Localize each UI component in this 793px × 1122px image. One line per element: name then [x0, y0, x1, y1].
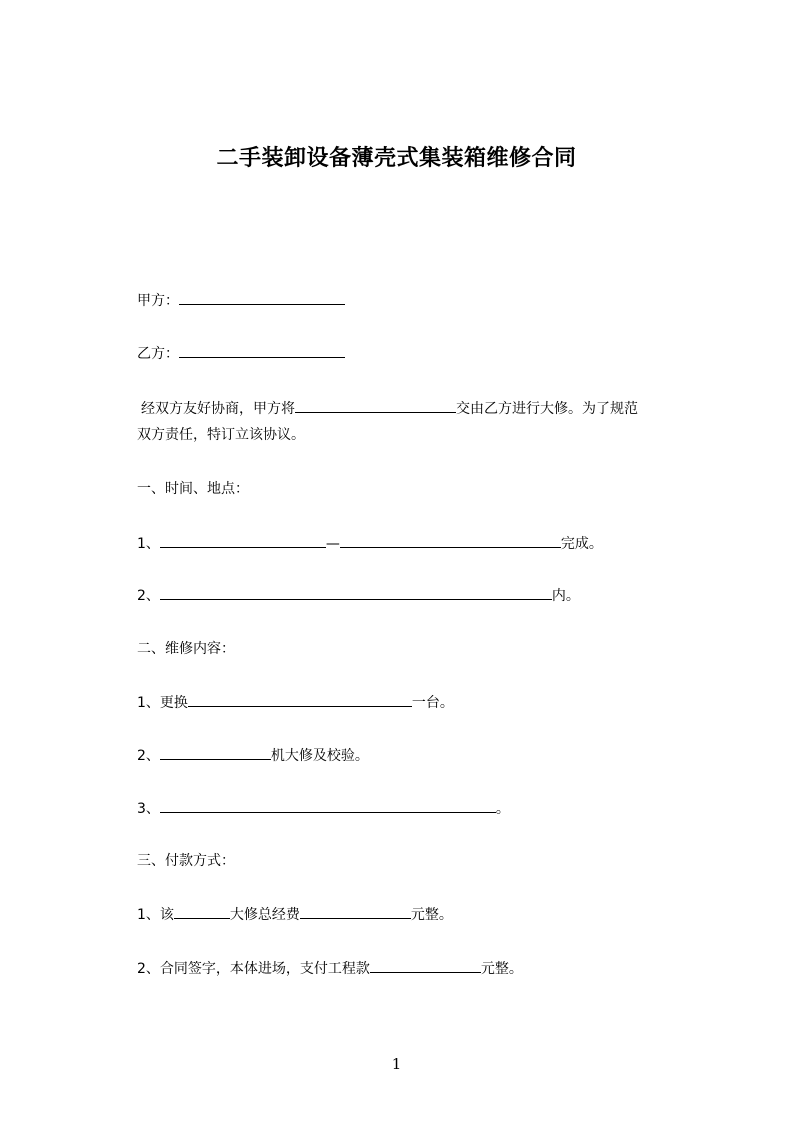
s2-item-3	[137, 798, 510, 819]
party-b-blank[interactable]	[179, 343, 345, 358]
payment-blank[interactable]	[370, 958, 481, 973]
section-2-heading: 二、维修内容：	[137, 641, 235, 657]
page-number: 1	[391, 1055, 402, 1073]
s2-item-2-a: 2、	[137, 748, 160, 764]
s1-item-1-num: 1、	[137, 536, 160, 552]
party-b-label: 乙方：	[137, 346, 179, 362]
replace-part-blank[interactable]	[188, 692, 412, 707]
section-1-heading: 一、时间、地点：	[137, 481, 249, 497]
s3-item-1-a: 1、该	[137, 907, 174, 923]
s1-item-1	[137, 533, 603, 554]
party-b-line	[137, 343, 345, 364]
document-title: 二手装卸设备薄壳式集装箱维修合同	[216, 146, 577, 171]
location-blank[interactable]	[160, 585, 552, 600]
total-cost-blank[interactable]	[300, 904, 411, 919]
intro-text-b: 交由乙方进行大修。为了规范	[456, 401, 638, 417]
section-3-heading: 三、付款方式：	[137, 853, 235, 869]
s3-item-1	[137, 904, 453, 925]
machine-blank[interactable]	[160, 745, 271, 760]
other-content-blank[interactable]	[160, 798, 496, 813]
s2-item-3-b: 。	[495, 801, 510, 817]
s1-item-2-end: 内。	[551, 588, 580, 604]
equipment-blank[interactable]	[295, 398, 456, 413]
party-a-line	[137, 290, 345, 311]
s3-item-2-a: 2、合同签字，本体进场，支付工程款	[137, 961, 370, 977]
s2-item-1	[137, 692, 454, 713]
s2-item-2-b: 机大修及校验。	[270, 748, 369, 764]
item-blank[interactable]	[174, 904, 230, 919]
s3-item-2-b: 元整。	[480, 961, 523, 977]
start-date-blank[interactable]	[160, 533, 326, 548]
party-a-label: 甲方：	[137, 293, 179, 309]
s1-item-1-dash: —	[325, 536, 340, 552]
s1-item-2	[137, 585, 580, 606]
s2-item-1-a: 1、更换	[137, 695, 188, 711]
end-date-blank[interactable]	[340, 533, 561, 548]
intro-text-a: 经双方友好协商，甲方将	[141, 401, 295, 417]
s3-item-1-b: 大修总经费	[229, 907, 300, 923]
s3-item-2	[137, 958, 523, 979]
party-a-blank[interactable]	[179, 290, 345, 305]
s3-item-1-c: 元整。	[410, 907, 453, 923]
s2-item-1-b: 一台。	[411, 695, 454, 711]
s2-item-3-a: 3、	[137, 801, 160, 817]
s1-item-2-num: 2、	[137, 588, 160, 604]
s1-item-1-end: 完成。	[560, 536, 603, 552]
s2-item-2	[137, 745, 369, 766]
intro-line-2: 双方责任，特订立该协议。	[137, 427, 305, 443]
intro-line-1	[141, 398, 638, 419]
